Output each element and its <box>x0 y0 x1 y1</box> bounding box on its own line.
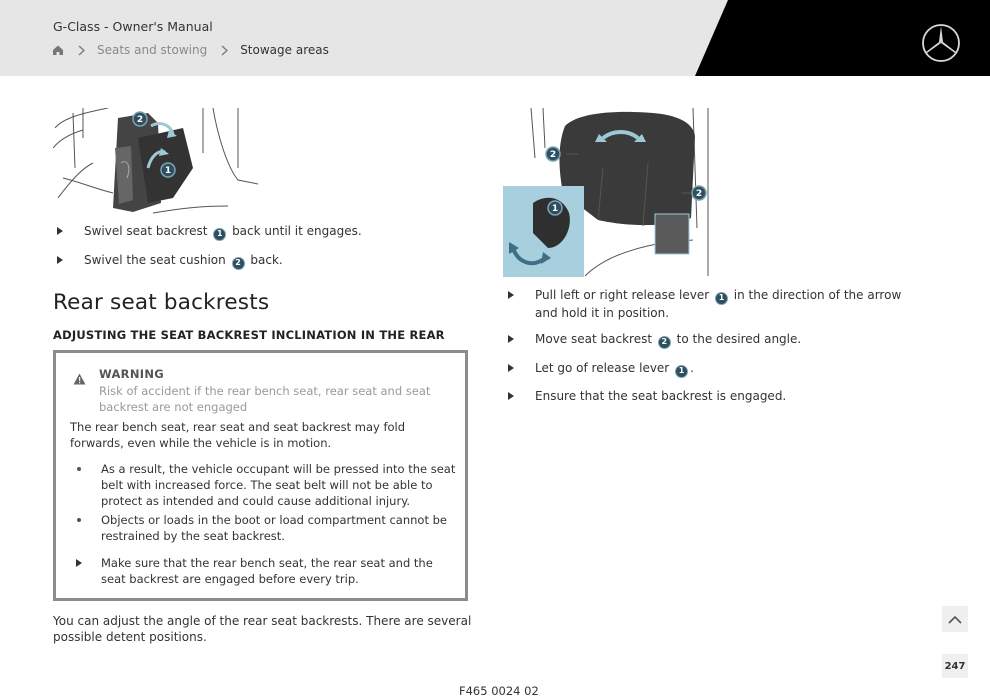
bullet-dot-icon <box>77 467 81 471</box>
warning-point: Objects or loads in the boot or load compartment cannot be restrained by the seat backrest. <box>101 513 447 543</box>
callout-label: 2 <box>136 115 144 125</box>
chevron-up-icon <box>948 615 962 624</box>
breadcrumb-link-seats[interactable]: Seats and stowing <box>97 43 208 57</box>
bullet-arrow-icon <box>508 335 514 343</box>
rear-seat-illustration <box>503 108 717 277</box>
callout-number: 2 <box>232 257 245 270</box>
section-title: Rear seat backrests <box>53 290 270 315</box>
figure-code: F465 0024 02 <box>459 684 539 698</box>
bullet-arrow-icon <box>508 392 514 400</box>
callout-label: 2 <box>549 150 557 160</box>
breadcrumb <box>52 42 329 58</box>
seat-cushion-illustration <box>53 108 263 214</box>
body-paragraph: You can adjust the angle of the rear seat backrests. There are several possible detent positions. <box>53 614 472 644</box>
bullet-dot-icon <box>77 518 81 522</box>
warning-subtitle: Risk of accident if the rear bench seat, rear seat and seat backrest are not engaged <box>99 384 431 414</box>
bullet-arrow-icon <box>57 256 63 264</box>
warning-box <box>53 350 468 601</box>
instruction-step: Swivel the seat cushion 2 back. <box>84 252 464 270</box>
scroll-to-top-button[interactable] <box>942 606 968 632</box>
callout-label: 1 <box>164 166 172 176</box>
bullet-arrow-icon <box>508 364 514 372</box>
callout-number: 2 <box>658 336 671 349</box>
chevron-right-icon <box>78 45 85 56</box>
callout-number: 1 <box>675 365 688 378</box>
instruction-step: Swivel seat backrest 1 back until it engages. <box>84 223 464 241</box>
warning-action: Make sure that the rear bench seat, the rear seat and the seat backrest are engaged before every trip. <box>101 556 433 586</box>
callout-number: 1 <box>715 292 728 305</box>
bullet-arrow-icon <box>57 227 63 235</box>
manual-title: G-Class - Owner's Manual <box>53 19 213 34</box>
subsection-title: ADJUSTING THE SEAT BACKREST INCLINATION IN THE REAR <box>53 328 445 342</box>
chevron-right-icon <box>221 45 228 56</box>
bullet-arrow-icon <box>508 291 514 299</box>
home-icon[interactable] <box>52 44 64 56</box>
instruction-step: Move seat backrest 2 to the desired angle. <box>535 331 925 349</box>
warning-triangle-icon <box>73 370 86 389</box>
callout-number: 1 <box>213 228 226 241</box>
page-number: 247 <box>942 654 968 678</box>
warning-point: As a result, the vehicle occupant will be pressed into the seat belt with increased force. The seat belt will not be able to protect as intended and could cause additional injury. <box>101 462 456 508</box>
instruction-step: Let go of release lever 1 . <box>535 360 925 378</box>
warning-title: WARNING <box>99 367 164 381</box>
header-bar <box>0 0 990 76</box>
breadcrumb-current: Stowage areas <box>240 43 329 57</box>
instruction-step: Ensure that the seat backrest is engaged. <box>535 389 787 403</box>
bullet-arrow-icon <box>76 559 82 567</box>
callout-label: 2 <box>695 189 703 199</box>
instruction-step: Pull left or right release lever 1 in the direction of the arrow and hold it in position. <box>535 288 902 320</box>
callout-label: 1 <box>551 204 559 214</box>
warning-body: The rear bench seat, rear seat and seat backrest may fold forwards, even while the vehicle is in motion. <box>70 420 406 450</box>
mercedes-star-icon[interactable] <box>921 23 961 67</box>
